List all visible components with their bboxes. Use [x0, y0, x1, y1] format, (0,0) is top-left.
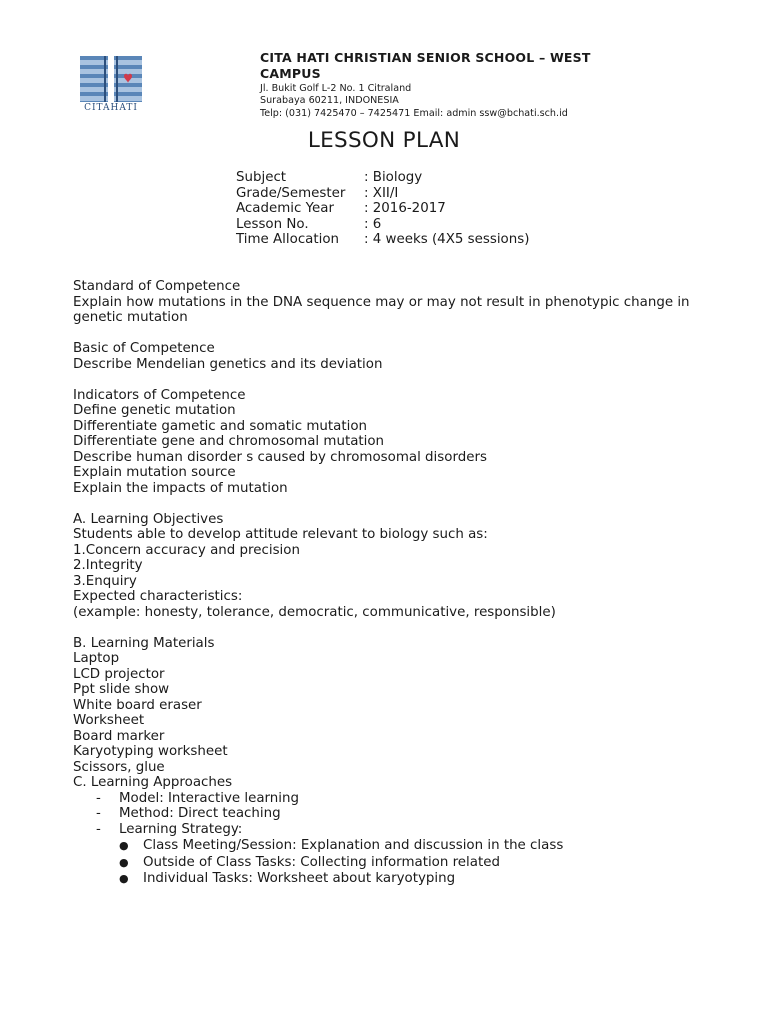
standard-text: Explain how mutations in the DNA sequence may or may not result in phenotypic change in genetic mutation — [73, 294, 690, 325]
meta-value: : 2016-2017 — [364, 201, 446, 217]
indicator-item: Differentiate gametic and somatic mutation — [73, 418, 368, 434]
approach-item — [73, 806, 733, 822]
strategy-label: Outside of Class Tasks: Collecting information related — [143, 854, 500, 870]
meta-label: Subject — [236, 170, 287, 185]
approach-label: Method: Direct teaching — [119, 806, 281, 821]
dash-marker: - — [96, 806, 101, 821]
lesson-body — [73, 279, 733, 887]
address-line-2: Surabaya 60211, INDONESIA — [260, 95, 399, 106]
material-item: Board marker — [73, 728, 165, 744]
meta-label: Lesson No. — [236, 216, 309, 232]
indicator-item: Explain mutation source — [73, 465, 236, 480]
objective-line: Expected characteristics: — [73, 589, 243, 604]
objective-line: 1.Concern accuracy and precision — [73, 542, 300, 558]
approach-item — [73, 791, 733, 807]
meta-value: : XII/I — [364, 185, 399, 201]
strategy-label: Class Meeting/Session: Explanation and discussion in the class — [143, 838, 564, 853]
bullet-marker: ● — [119, 872, 129, 885]
indicator-item: Describe human disorder s caused by chromosomal disorders — [73, 449, 487, 465]
dash-marker: - — [96, 790, 101, 806]
school-name: CITA HATI CHRISTIAN SENIOR SCHOOL – WEST CAMPUS — [260, 50, 591, 81]
objectives-heading: A. Learning Objectives — [73, 511, 224, 527]
objective-line: Students able to develop attitude relevant to biology such as: — [73, 527, 488, 542]
contact-line: Telp: (031) 7425470 – 7425471 Email: admin ssw@bchati.sch.id — [260, 108, 568, 119]
standard-heading: Standard of Competence — [73, 279, 241, 294]
approach-label: Learning Strategy: — [119, 821, 243, 837]
meta-label: Time Allocation — [236, 232, 340, 248]
material-item: Karyotyping worksheet — [73, 744, 228, 759]
material-item: White board eraser — [73, 697, 202, 713]
bullet-marker: ● — [119, 855, 129, 869]
indicator-item: Explain the impacts of mutation — [73, 480, 288, 496]
approach-label: Model: Interactive learning — [119, 790, 299, 806]
indicators-heading: Indicators of Competence — [73, 387, 246, 403]
basic-heading: Basic of Competence — [73, 341, 215, 356]
material-item: Scissors, glue — [73, 759, 165, 775]
meta-label: Academic Year — [236, 201, 334, 217]
meta-value: : 4 weeks (4X5 sessions) — [364, 232, 530, 248]
meta-value: : Biology — [364, 170, 423, 185]
logo-wordmark: CITAHATI — [84, 103, 138, 113]
dash-marker: - — [96, 821, 101, 837]
bullet-marker: ● — [119, 839, 129, 852]
approaches-heading: C. Learning Approaches — [73, 775, 233, 790]
material-item: LCD projector — [73, 666, 165, 682]
material-item: Laptop — [73, 651, 120, 666]
indicator-item: Differentiate gene and chromosomal mutation — [73, 434, 385, 449]
strategy-item — [73, 838, 733, 854]
meta-value: : 6 — [364, 216, 382, 232]
approach-item — [73, 822, 733, 838]
objective-line: 3.Enquiry — [73, 573, 137, 589]
materials-heading: B. Learning Materials — [73, 635, 215, 651]
material-item: Worksheet — [73, 713, 145, 728]
strategy-item — [73, 871, 733, 887]
strategy-label: Individual Tasks: Worksheet about karyotyping — [143, 871, 456, 886]
strategy-item — [73, 855, 733, 871]
indicator-item: Define genetic mutation — [73, 403, 236, 418]
school-logo — [80, 56, 142, 118]
address-line-1: Jl. Bukit Golf L-2 No. 1 Citraland — [260, 83, 412, 94]
objective-line: 2.Integrity — [73, 558, 143, 573]
material-item: Ppt slide show — [73, 682, 170, 697]
objective-line: (example: honesty, tolerance, democratic, communicative, responsible) — [73, 604, 556, 620]
basic-text: Describe Mendelian genetics and its deviation — [73, 356, 383, 372]
meta-label: Grade/Semester — [236, 185, 346, 201]
page-title: LESSON PLAN — [307, 128, 461, 153]
